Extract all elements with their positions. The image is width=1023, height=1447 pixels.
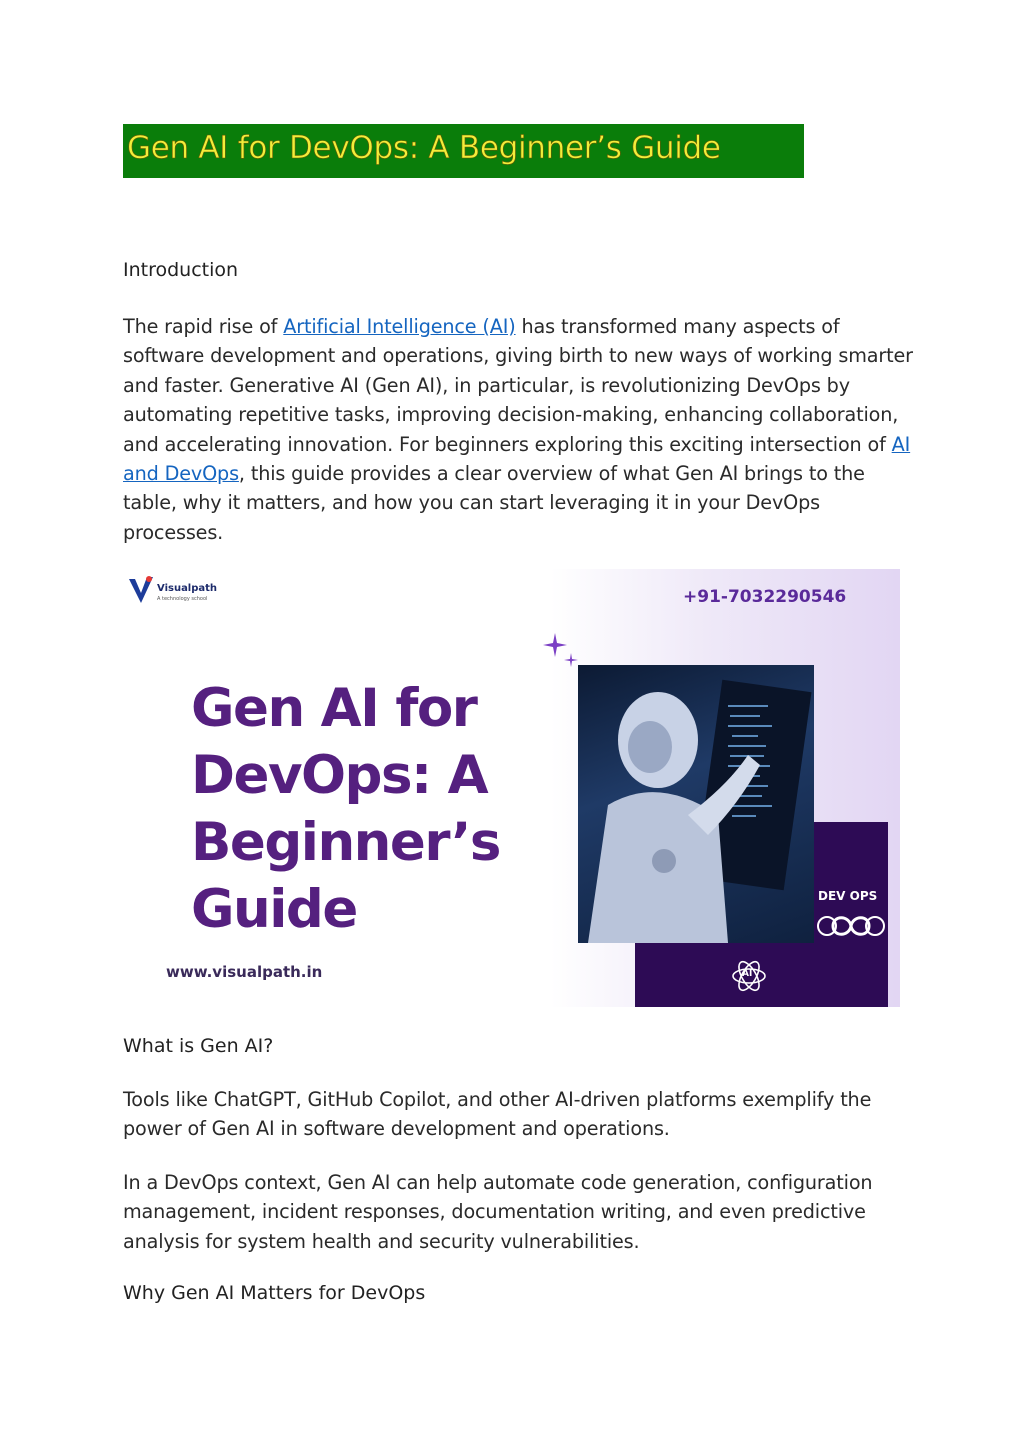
intro-paragraph	[123, 312, 913, 547]
robot-illustration	[578, 665, 814, 943]
intro-text-mid: has transformed many aspects of software development and operations, giving birth to new ways of working smarter and faster. Generative AI (Gen AI), in particular, is revolutionizing DevOps by automating repetitive tasks, improving decision-making, enhancing collaboration, and accelerating innovation. For beginners exploring this exciting intersection of	[123, 315, 913, 456]
intro-text-end: , this guide provides a clear overview of what Gen AI brings to the table, why it matters, and how you can start leveraging it in your DevOps processes.	[123, 462, 865, 544]
gen-ai-paragraph-2: In a DevOps context, Gen AI can help automate code generation, configuration management, incident responses, documentation writing, and even predictive analysis for system health and security vulnerabilities.	[123, 1171, 873, 1253]
heading-what-is-gen-ai: What is Gen AI?	[123, 1035, 274, 1057]
logo-name: Visualpath	[157, 583, 218, 594]
logo-tagline: A technology school	[157, 596, 208, 602]
sparkle-icon	[541, 631, 581, 671]
visualpath-logo	[127, 573, 227, 607]
banner-phone: +91-7032290546	[683, 587, 847, 607]
visualpath-logo-icon	[127, 573, 157, 607]
banner-title: Gen AI for DevOps: A Beginner’s Guide	[191, 678, 500, 940]
robot-photo	[578, 665, 814, 943]
document-title-banner	[123, 124, 804, 178]
link-ai-and-devops[interactable]: AI and DevOps	[123, 432, 911, 486]
promo-banner-image	[123, 569, 900, 1007]
intro-text-start: The rapid rise of	[123, 315, 284, 338]
devops-label: DEV OPS	[818, 889, 878, 903]
heading-why-gen-ai-matters: Why Gen AI Matters for DevOps	[123, 1282, 426, 1304]
link-artificial-intelligence[interactable]: Artificial Intelligence (AI)	[283, 315, 516, 338]
infinity-icon	[815, 909, 887, 943]
gen-ai-paragraph-1: Tools like ChatGPT, GitHub Copilot, and other AI-driven platforms exemplify the power of Gen AI in software development and operations.	[123, 1088, 872, 1141]
ai-label: AI	[742, 969, 753, 979]
banner-website: www.visualpath.in	[166, 963, 323, 981]
document-title: Gen AI for DevOps: A Beginner’s Guide	[127, 130, 721, 166]
heading-introduction: Introduction	[123, 259, 239, 281]
